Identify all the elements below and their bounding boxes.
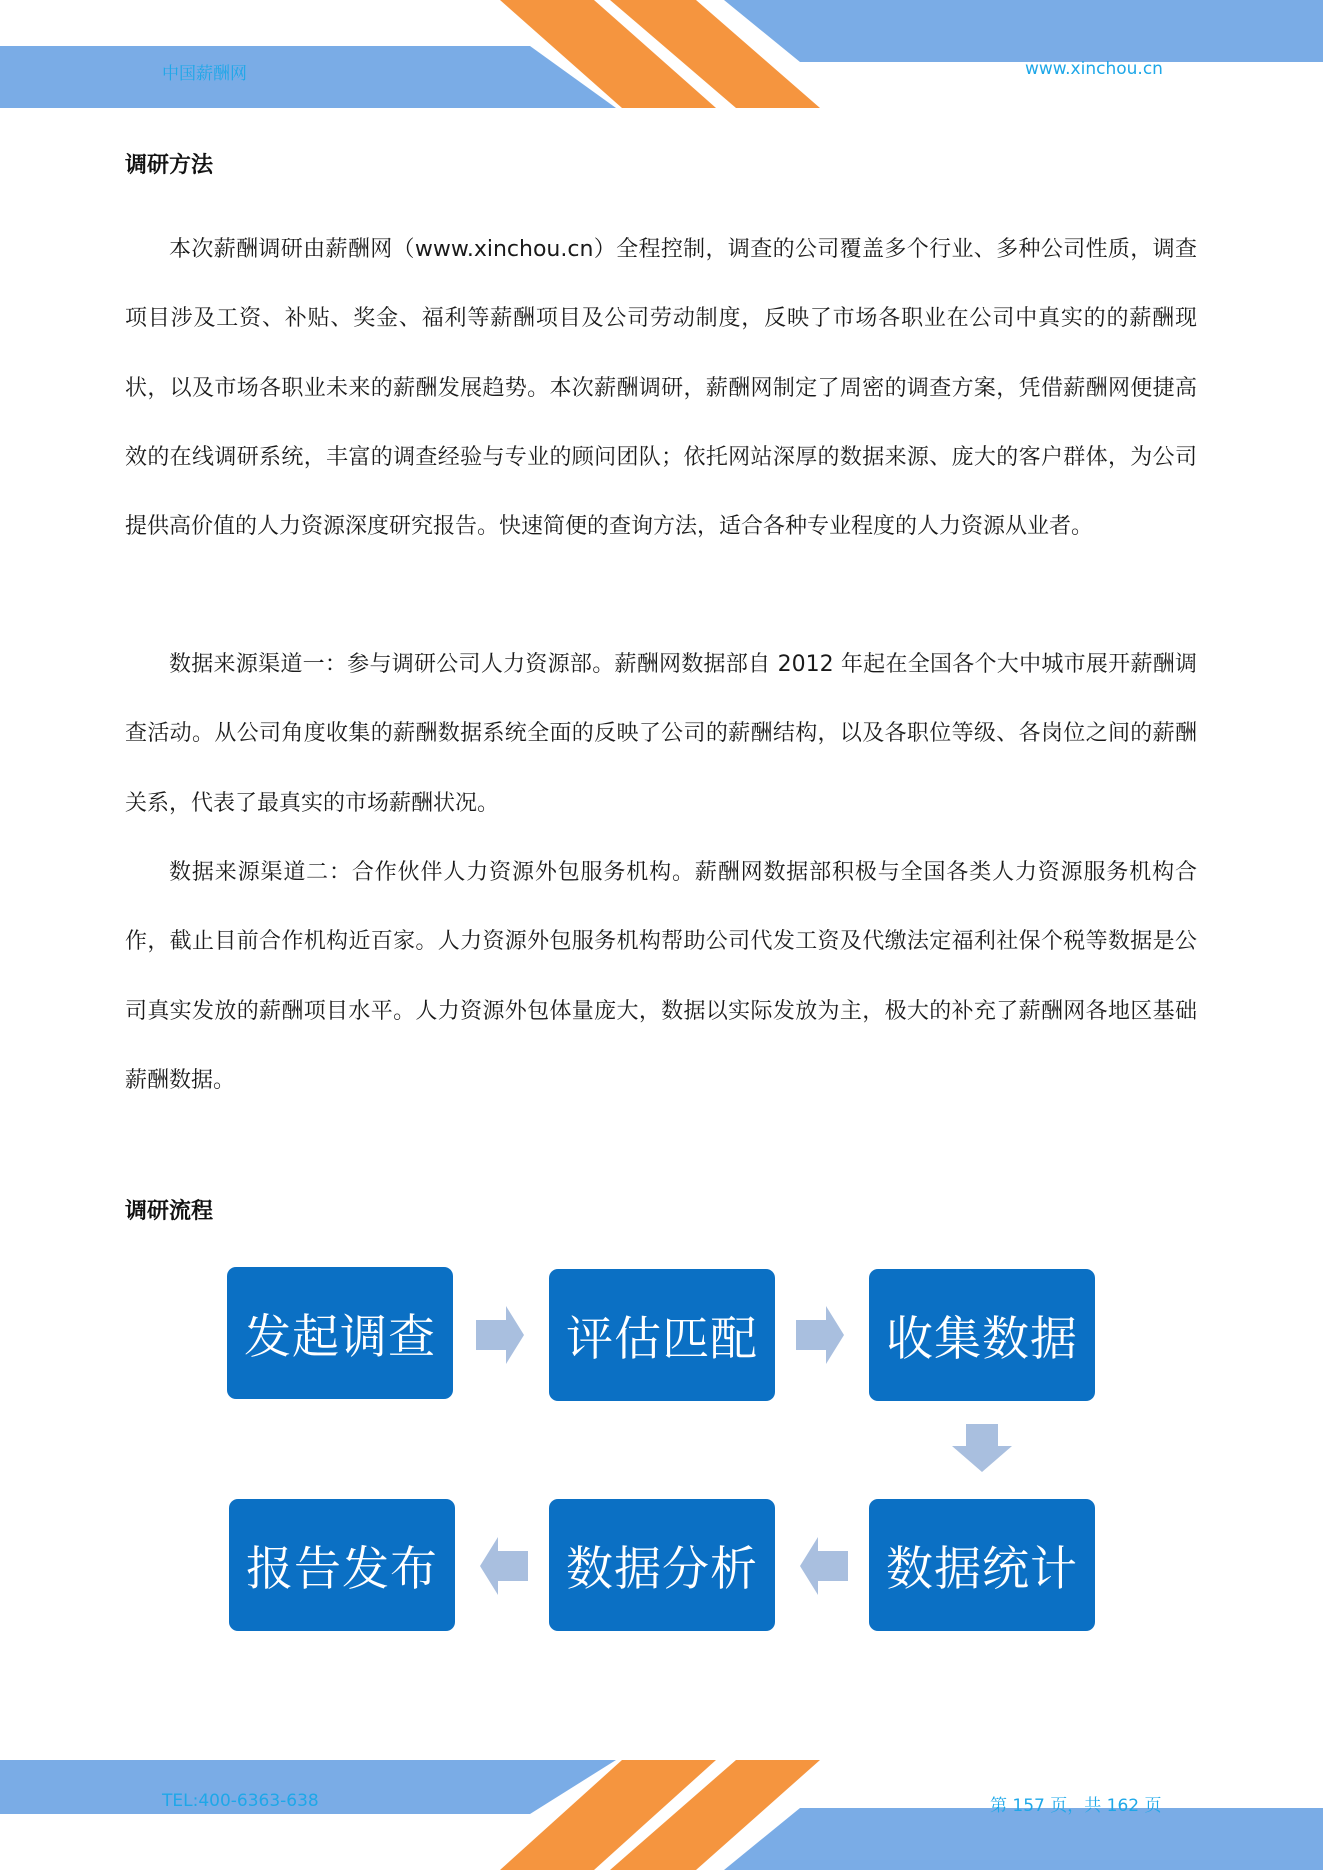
header-brand: 中国薪酬网 bbox=[162, 64, 247, 84]
arrow-left-icon bbox=[800, 1537, 848, 1595]
arrow-right-icon bbox=[796, 1306, 844, 1364]
footer-blue-band-right bbox=[724, 1808, 1323, 1870]
arrow-down-icon bbox=[952, 1424, 1012, 1472]
section-title-process: 调研流程 bbox=[125, 1199, 214, 1224]
header-blue-band-right bbox=[724, 0, 1323, 62]
header-site-url[interactable]: www.xinchou.cn bbox=[1025, 59, 1163, 79]
paragraph-method: 本次薪酬调研由薪酬网（www.xinchou.cn）全程控制，调查的公司覆盖多个行业、多种公司性质，调查项目涉及工资、补贴、奖金、福利等薪酬项目及公司劳动制度，反映了市场各职业在公司中真实的的薪酬现状，以及市场各职业未来的薪酬发展趋势。本次薪酬调研，薪酬网制定了周密的调查方案，凭借薪酬网便捷高效的在线调研系统，丰富的调查经验与专业的顾问团队；依托网站深厚的数据来源、庞大的客户群体，为公司提供高价值的人力资源深度研究报告。快速简便的查询方法，适合各种专业程度的人力资源从业者。 bbox=[125, 237, 1197, 540]
footer-page-info: 第 157 页，共 162 页 bbox=[990, 1796, 1162, 1816]
header-blue-band-left bbox=[0, 46, 616, 108]
section-title-method: 调研方法 bbox=[125, 153, 214, 178]
step-evaluate-match: 评估匹配 bbox=[549, 1269, 775, 1401]
step-initiate-survey: 发起调查 bbox=[227, 1267, 453, 1399]
step-collect-data: 收集数据 bbox=[869, 1269, 1095, 1401]
arrow-left-icon bbox=[480, 1537, 528, 1595]
step-publish-report: 报告发布 bbox=[229, 1499, 455, 1631]
step-data-analysis: 数据分析 bbox=[549, 1499, 775, 1631]
footer-tel: TEL:400-6363-638 bbox=[162, 1791, 319, 1811]
paragraph-source-2: 数据来源渠道二：合作伙伴人力资源外包服务机构。薪酬网数据部积极与全国各类人力资源服务机构合作，截止目前合作机构近百家。人力资源外包服务机构帮助公司代发工资及代缴法定福利社保个税等数据是公司真实发放的薪酬项目水平。人力资源外包体量庞大，数据以实际发放为主，极大的补充了薪酬网各地区基础薪酬数据。 bbox=[125, 860, 1197, 1093]
arrow-right-icon bbox=[476, 1306, 524, 1364]
paragraph-source-1: 数据来源渠道一：参与调研公司人力资源部。薪酬网数据部自 2012 年起在全国各个大中城市展开薪酬调查活动。从公司角度收集的薪酬数据系统全面的反映了公司的薪酬结构，以及各职位等级、各岗位之间的薪酬关系，代表了最真实的市场薪酬状况。 bbox=[125, 652, 1197, 816]
header-banner bbox=[0, 0, 1323, 110]
step-data-statistics: 数据统计 bbox=[869, 1499, 1095, 1631]
